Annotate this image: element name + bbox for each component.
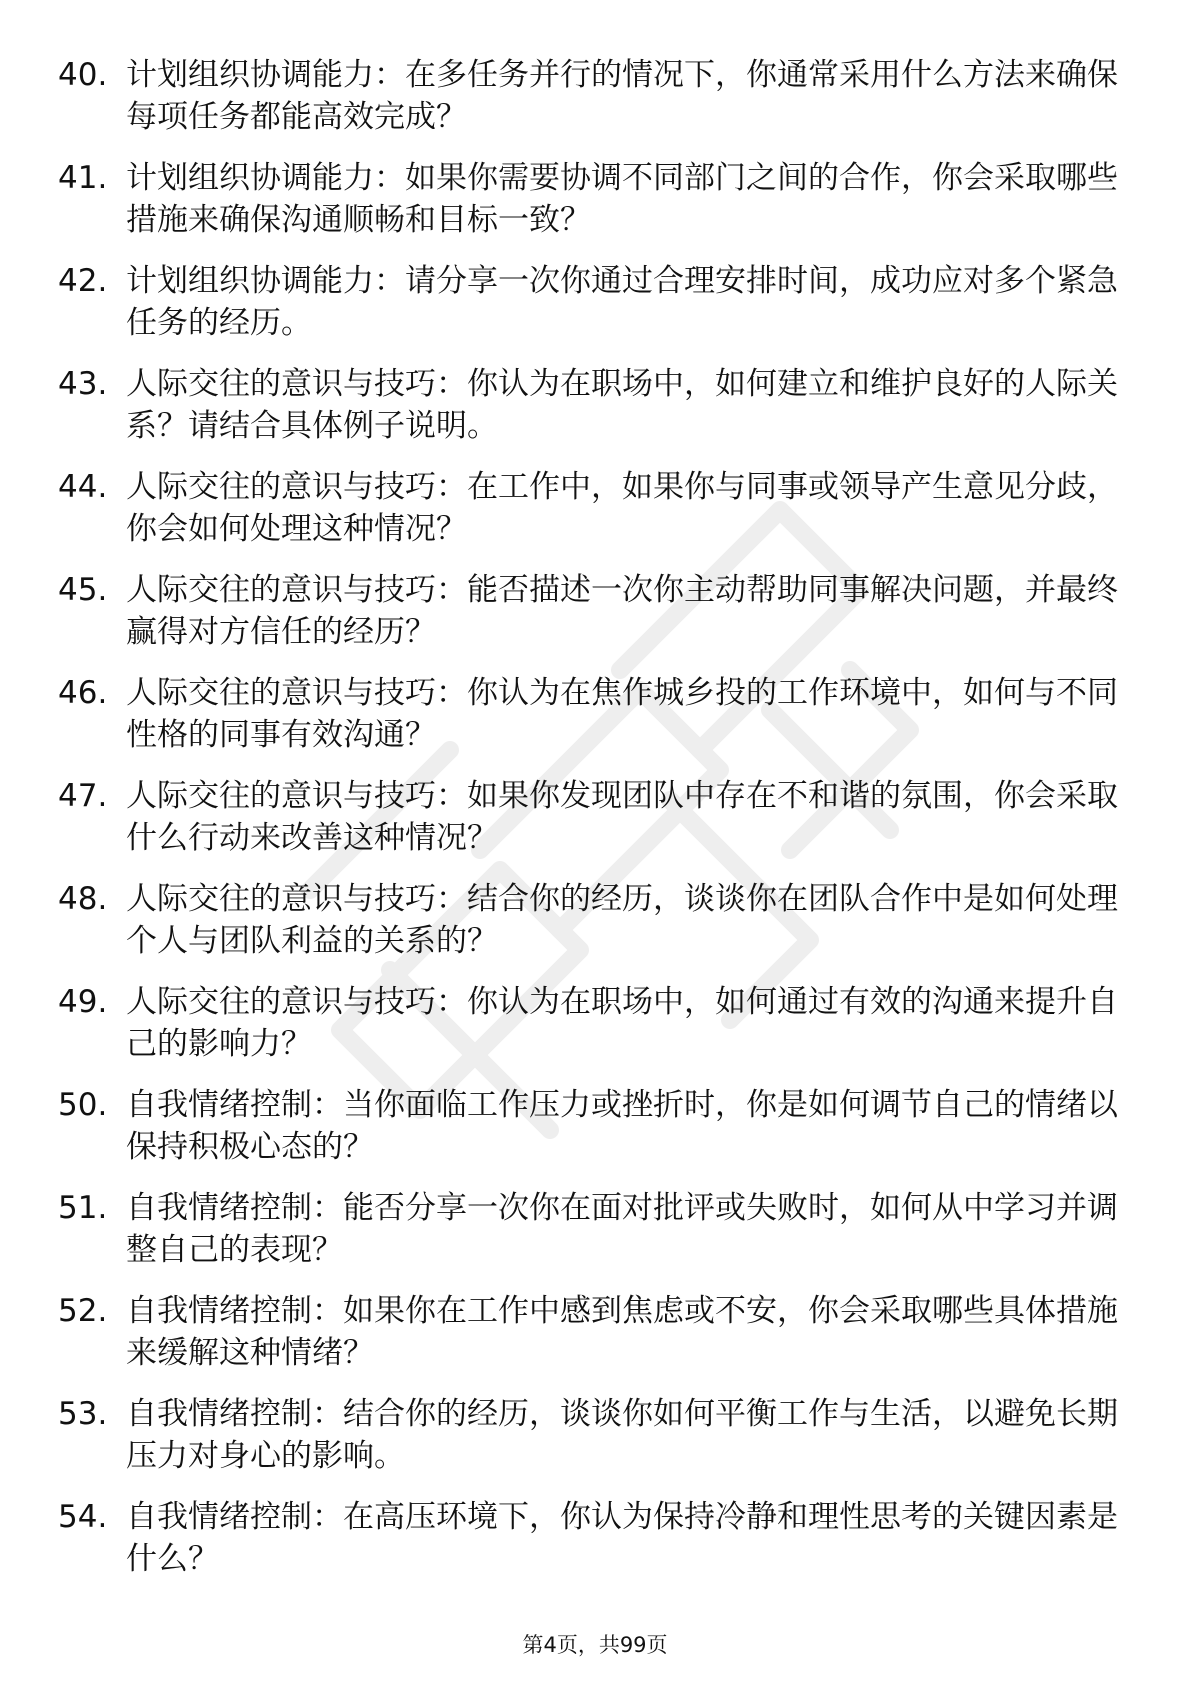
question-number: 52. [58,1293,108,1329]
question-item [58,775,1118,878]
question-item [58,1496,1118,1599]
question-item [58,569,1118,672]
question-item [58,1084,1118,1187]
question-number: 44. [58,469,108,505]
question-number: 40. [58,57,108,93]
question-text: 计划组织协调能力：请分享一次你通过合理安排时间，成功应对多个紧急任务的经历。 [126,263,1118,341]
question-text: 人际交往的意识与技巧：结合你的经历，谈谈你在团队合作中是如何处理个人与团队利益的关系的？ [126,881,1118,959]
question-text: 人际交往的意识与技巧：你认为在职场中，如何通过有效的沟通来提升自己的影响力？ [126,984,1118,1062]
page-number-label: 第4页，共99页 [522,1633,668,1657]
question-number: 53. [58,1396,108,1432]
question-number: 43. [58,366,108,402]
question-item [58,1290,1118,1393]
question-text: 自我情绪控制：如果你在工作中感到焦虑或不安，你会采取哪些具体措施来缓解这种情绪？ [126,1293,1118,1371]
question-text: 自我情绪控制：在高压环境下，你认为保持冷静和理性思考的关键因素是什么？ [126,1499,1118,1577]
question-number: 42. [58,263,108,299]
question-item [58,981,1118,1084]
question-text: 人际交往的意识与技巧：在工作中，如果你与同事或领导产生意见分歧，你会如何处理这种情况？ [126,469,1118,547]
question-number: 50. [58,1087,108,1123]
question-number: 51. [58,1190,108,1226]
question-text: 自我情绪控制：能否分享一次你在面对批评或失败时，如何从中学习并调整自己的表现？ [126,1190,1118,1268]
question-text: 自我情绪控制：当你面临工作压力或挫折时，你是如何调节自己的情绪以保持积极心态的？ [126,1087,1118,1165]
question-text: 人际交往的意识与技巧：如果你发现团队中存在不和谐的氛围，你会采取什么行动来改善这种情况？ [126,778,1118,856]
question-list [58,54,1118,1599]
question-item [58,260,1118,363]
question-number: 54. [58,1499,108,1535]
question-item [58,672,1118,775]
page-footer [0,1631,1190,1659]
question-item [58,1187,1118,1290]
question-text: 自我情绪控制：结合你的经历，谈谈你如何平衡工作与生活，以避免长期压力对身心的影响。 [126,1396,1118,1474]
question-item [58,1393,1118,1496]
question-item [58,54,1118,157]
question-number: 46. [58,675,108,711]
question-number: 49. [58,984,108,1020]
question-number: 47. [58,778,108,814]
question-item [58,363,1118,466]
question-number: 48. [58,881,108,917]
question-number: 41. [58,160,108,196]
question-text: 计划组织协调能力：如果你需要协调不同部门之间的合作，你会采取哪些措施来确保沟通顺畅和目标一致？ [126,160,1118,238]
question-text: 人际交往的意识与技巧：能否描述一次你主动帮助同事解决问题，并最终赢得对方信任的经历？ [126,572,1118,650]
question-text: 人际交往的意识与技巧：你认为在职场中，如何建立和维护良好的人际关系？请结合具体例子说明。 [126,366,1118,444]
question-text: 人际交往的意识与技巧：你认为在焦作城乡投的工作环境中，如何与不同性格的同事有效沟通？ [126,675,1118,753]
question-number: 45. [58,572,108,608]
question-item [58,878,1118,981]
question-item [58,157,1118,260]
question-text: 计划组织协调能力：在多任务并行的情况下，你通常采用什么方法来确保每项任务都能高效完成？ [126,57,1118,135]
question-item [58,466,1118,569]
